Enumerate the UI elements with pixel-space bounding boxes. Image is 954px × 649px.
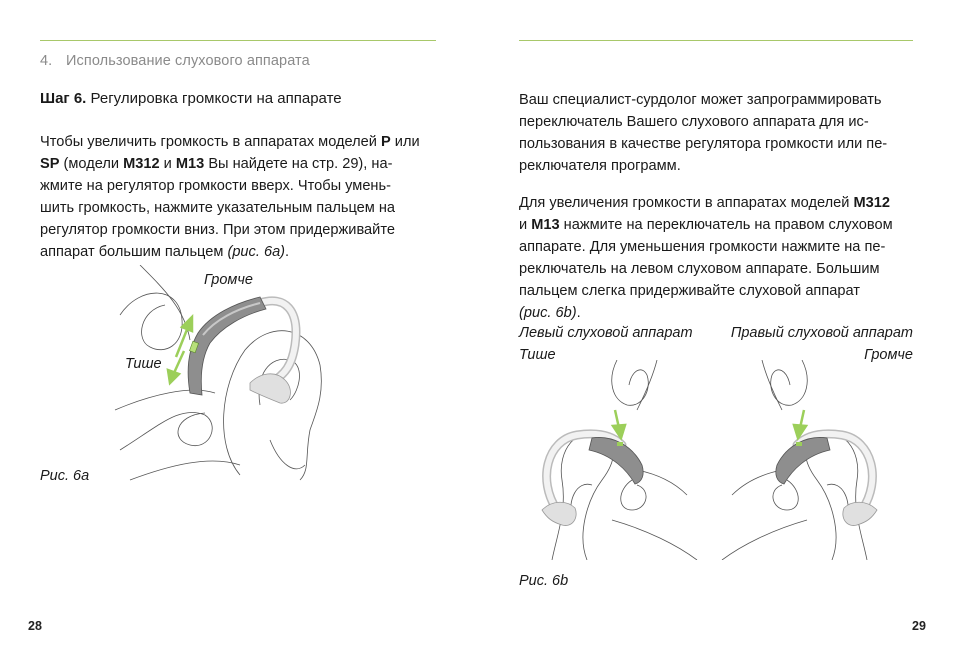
- text-line: Для увеличения громкости в аппаратах моделей M312: [519, 195, 890, 211]
- chapter-number: 4.: [40, 53, 53, 69]
- press-arrow-icon: [794, 410, 806, 438]
- text-line: регулятор громкости вниз. При этом придерживайте: [40, 222, 395, 238]
- text-line: аппарате. Для уменьшения громкости нажмите на пе-: [519, 239, 886, 255]
- chapter-title: Использование слухового аппарата: [66, 53, 310, 69]
- text-line: Ваш специалист-сурдолог может запрограммировать: [519, 92, 882, 108]
- figure-caption: Рис. 6а: [40, 468, 90, 484]
- text-line: жмите на регулятор громкости вверх. Чтобы умень-: [40, 178, 391, 194]
- page-number: 28: [28, 619, 42, 633]
- left-aid-title: Левый слуховой аппарат: [519, 325, 693, 341]
- header-rule: [519, 40, 913, 41]
- right-hearing-aid-illustration: [712, 360, 902, 560]
- text-line: (рис. 6b).: [519, 305, 581, 321]
- text-line: SP (модели M312 и M13 Вы найдете на стр. 29), на-: [40, 156, 393, 172]
- quieter-label: Тише: [125, 356, 162, 372]
- chapter-heading: [40, 53, 310, 69]
- instruction-paragraph: [40, 131, 450, 263]
- hearing-aid-illustration-6a: [110, 265, 340, 490]
- text-line: реключателя программ.: [519, 158, 681, 174]
- step-title: Регулировка громкости на аппарате: [86, 90, 342, 107]
- text-line: аппарат большим пальцем (рис. 6а).: [40, 244, 290, 260]
- text-line: пользования в качестве регулятора громкости или пе-: [519, 136, 888, 152]
- page-number: 29: [912, 619, 926, 633]
- text-line: и M13 нажмите на переключатель на правом слуховом: [519, 217, 893, 233]
- right-aid-action: Громче: [864, 347, 913, 363]
- header-rule: [40, 40, 436, 41]
- step-heading: [40, 90, 342, 107]
- instruction-paragraph: [519, 192, 929, 324]
- right-page: [477, 0, 954, 649]
- text-line: переключатель Вашего слухового аппарата для ис-: [519, 114, 869, 130]
- press-arrow-icon: [613, 410, 625, 438]
- intro-paragraph: [519, 89, 929, 177]
- text-line: Чтобы увеличить громкость в аппаратах моделей P или: [40, 134, 420, 150]
- left-aid-action: Тише: [519, 347, 556, 363]
- left-hearing-aid-illustration: [517, 360, 707, 560]
- right-aid-title: Правый слуховой аппарат: [730, 325, 913, 341]
- figure-caption: Рис. 6b: [519, 573, 569, 589]
- text-line: пальцем слегка придерживайте слуховой аппарат: [519, 283, 860, 299]
- text-line: реключатель на левом слуховом аппарате. Большим: [519, 261, 880, 277]
- step-label: Шаг 6.: [40, 90, 87, 107]
- text-line: шить громкость, нажмите указательным пальцем на: [40, 200, 396, 216]
- louder-label: Громче: [204, 272, 253, 288]
